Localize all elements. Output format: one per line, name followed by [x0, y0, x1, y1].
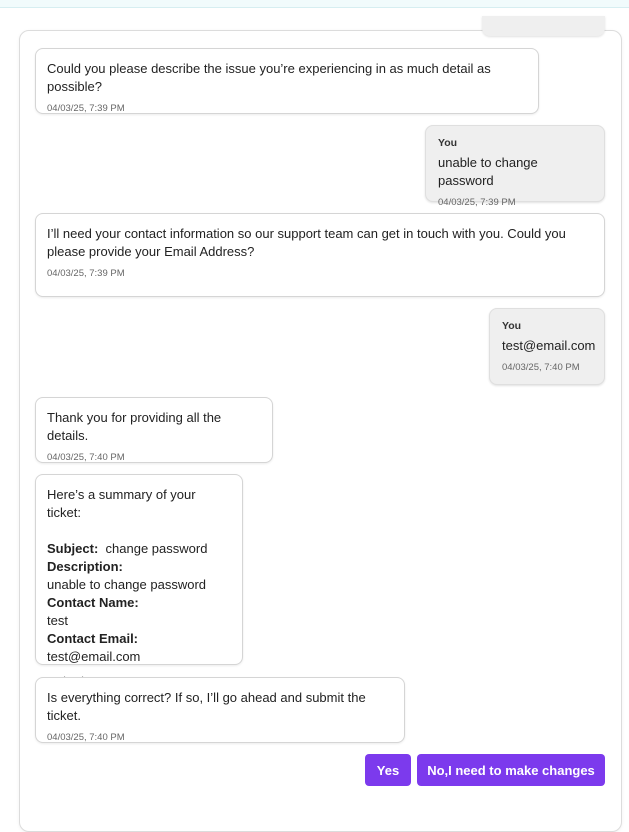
description-label: Description:: [47, 559, 123, 574]
contact-name-value: test: [47, 613, 68, 628]
description-label-row: [47, 558, 231, 576]
user-message: [489, 308, 605, 385]
message-text: test@email.com: [502, 338, 596, 353]
top-header-strip: [0, 0, 629, 8]
previous-message-bubble: [482, 16, 605, 36]
message-text: Is everything correct? If so, I’ll go ahead and submit the ticket.: [47, 690, 366, 723]
contact-name-label-row: [47, 594, 231, 612]
contact-email-label: Contact Email:: [47, 631, 139, 646]
contact-email-value: test@email.com: [47, 649, 141, 664]
message-timestamp: 04/03/25, 7:40 PM: [47, 732, 125, 743]
subject-row: [47, 540, 231, 558]
bot-message: [35, 677, 405, 743]
subject-value: change password: [105, 541, 208, 556]
message-timestamp: 04/03/25, 7:39 PM: [47, 268, 125, 279]
message-timestamp: 04/03/25, 7:40 PM: [502, 362, 580, 373]
message-timestamp: 04/03/25, 7:39 PM: [438, 197, 516, 208]
sender-label: You: [502, 320, 522, 332]
contact-email-row: [47, 630, 231, 666]
bot-message: [35, 213, 605, 297]
contact-name-label: Contact Name:: [47, 595, 139, 610]
ticket-summary-message: [35, 474, 243, 665]
message-text: unable to change password: [438, 155, 538, 188]
bot-message: [35, 48, 539, 114]
message-timestamp: 04/03/25, 7:40 PM: [47, 452, 125, 463]
message-text: Could you please describe the issue you’re experiencing in as much detail as possible?: [47, 61, 491, 94]
message-text-line-1: I’ll need your contact information so our support team can get in touch with you. Could you: [47, 226, 566, 241]
bot-message: [35, 397, 273, 463]
description-value: unable to change password: [47, 577, 207, 592]
message-timestamp: 04/03/25, 7:39 PM: [47, 103, 125, 114]
message-text: Thank you for providing all the details.: [47, 410, 222, 443]
summary-intro: Here’s a summary of your ticket:: [47, 487, 196, 520]
user-message: [425, 125, 605, 208]
sender-label: You: [438, 137, 458, 149]
make-changes-button[interactable]: No,I need to make changes: [417, 754, 605, 786]
message-text-line-2: please provide your Email Address?: [47, 244, 255, 259]
subject-label: Subject:: [47, 541, 99, 556]
spacer: [47, 522, 231, 540]
yes-button[interactable]: Yes: [365, 754, 411, 786]
